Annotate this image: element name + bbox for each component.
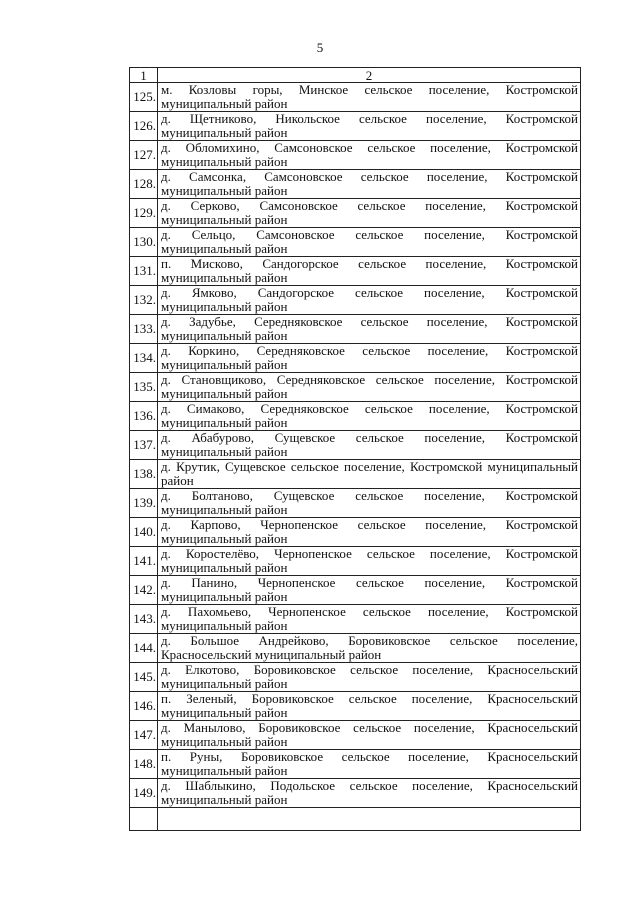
row-number: 142. xyxy=(130,576,158,605)
settlement-line-1: д. Обломихино, Самсоновское сельское поселение, Костромской xyxy=(161,141,578,155)
settlement-description xyxy=(158,576,581,605)
settlement-description xyxy=(158,547,581,576)
settlements-table xyxy=(129,67,581,831)
row-number: 147. xyxy=(130,721,158,750)
settlement-description xyxy=(158,170,581,199)
table-row xyxy=(130,228,581,257)
settlement-line-1: д. Задубье, Середняковское сельское поселение, Костромской xyxy=(161,315,578,329)
table-row xyxy=(130,779,581,808)
settlement-line-1: д. Елкотово, Боровиковское сельское поселение, Красносельский xyxy=(161,663,578,677)
settlement-description xyxy=(158,779,581,808)
table-row xyxy=(130,286,581,315)
settlement-description xyxy=(158,199,581,228)
settlement-description xyxy=(158,228,581,257)
settlement-line-2: муниципальный район xyxy=(161,561,288,575)
settlement-line-2: муниципальный район xyxy=(161,764,288,778)
settlement-line-2: муниципальный район xyxy=(161,242,288,256)
settlement-line-1: д. Панино, Чернопенское сельское поселение, Костромской xyxy=(161,576,578,590)
settlement-line-1: д. Коркино, Середняковское сельское поселение, Костромской xyxy=(161,344,578,358)
row-number: 149. xyxy=(130,779,158,808)
table-row xyxy=(130,170,581,199)
settlement-description xyxy=(158,315,581,344)
empty-cell xyxy=(130,808,158,831)
settlement-description xyxy=(158,373,581,402)
settlement-line-2: муниципальный район xyxy=(161,416,288,430)
settlement-description xyxy=(158,489,581,518)
table-body xyxy=(130,83,581,831)
settlement-line-2: район xyxy=(161,474,194,488)
empty-cell xyxy=(158,808,581,831)
settlement-line-2: муниципальный район xyxy=(161,213,288,227)
settlement-line-2: муниципальный район xyxy=(161,155,288,169)
row-number: 129. xyxy=(130,199,158,228)
settlement-line-1: д. Серково, Самсоновское сельское поселение, Костромской xyxy=(161,199,578,213)
table-row xyxy=(130,663,581,692)
table-row xyxy=(130,692,581,721)
table-row xyxy=(130,199,581,228)
settlement-line-1: п. Мисково, Сандогорское сельское поселение, Костромской xyxy=(161,257,578,271)
settlement-line-2: муниципальный район xyxy=(161,97,288,111)
row-number: 130. xyxy=(130,228,158,257)
settlement-description xyxy=(158,257,581,286)
settlement-line-2: муниципальный район xyxy=(161,184,288,198)
settlement-line-1: д. Крутик, Сущевское сельское поселение, Костромской муниципальный xyxy=(161,460,578,474)
settlement-line-1: п. Зеленый, Боровиковское сельское поселение, Красносельский xyxy=(161,692,578,706)
row-number: 139. xyxy=(130,489,158,518)
row-number: 127. xyxy=(130,141,158,170)
settlement-line-2: муниципальный район xyxy=(161,271,288,285)
table-row xyxy=(130,141,581,170)
settlement-line-1: д. Большое Андрейково, Боровиковское сельское поселение, xyxy=(161,634,578,648)
settlement-line-2: муниципальный район xyxy=(161,358,288,372)
settlement-description xyxy=(158,83,581,112)
row-number: 134. xyxy=(130,344,158,373)
table-row xyxy=(130,315,581,344)
table-row xyxy=(130,518,581,547)
row-number: 138. xyxy=(130,460,158,489)
settlement-line-2: муниципальный район xyxy=(161,387,288,401)
table-row xyxy=(130,460,581,489)
settlement-line-1: д. Шаблыкино, Подольское сельское поселение, Красносельский xyxy=(161,779,578,793)
settlement-description xyxy=(158,605,581,634)
table-row xyxy=(130,634,581,663)
settlement-description xyxy=(158,141,581,170)
settlement-line-1: д. Пахомьево, Чернопенское сельское поселение, Костромской xyxy=(161,605,578,619)
settlement-description xyxy=(158,721,581,750)
row-number: 141. xyxy=(130,547,158,576)
table-row xyxy=(130,750,581,779)
settlement-line-1: п. Руны, Боровиковское сельское поселение, Красносельский xyxy=(161,750,578,764)
table-row xyxy=(130,112,581,141)
table-row xyxy=(130,547,581,576)
settlement-line-2: муниципальный район xyxy=(161,793,288,807)
table-row xyxy=(130,489,581,518)
settlement-line-1: д. Болтаново, Сущевское сельское поселение, Костромской xyxy=(161,489,578,503)
settlement-line-2: муниципальный район xyxy=(161,532,288,546)
settlement-line-1: д. Самсонка, Самсоновское сельское поселение, Костромской xyxy=(161,170,578,184)
row-number: 145. xyxy=(130,663,158,692)
row-number: 136. xyxy=(130,402,158,431)
settlement-line-2: муниципальный район xyxy=(161,503,288,517)
settlement-description xyxy=(158,460,581,489)
settlement-description xyxy=(158,431,581,460)
settlement-line-1: д. Симаково, Середняковское сельское поселение, Костромской xyxy=(161,402,578,416)
settlement-line-2: муниципальный район xyxy=(161,735,288,749)
row-number: 128. xyxy=(130,170,158,199)
settlement-description xyxy=(158,402,581,431)
settlement-line-2: муниципальный район xyxy=(161,329,288,343)
settlement-line-2: муниципальный район xyxy=(161,619,288,633)
page-number: 5 xyxy=(316,40,324,55)
column-header-number: 1 xyxy=(130,68,158,83)
table-row xyxy=(130,605,581,634)
row-number: 125. xyxy=(130,83,158,112)
row-number: 133. xyxy=(130,315,158,344)
settlement-line-2: муниципальный район xyxy=(161,677,288,691)
row-number: 144. xyxy=(130,634,158,663)
settlement-line-1: д. Сельцо, Самсоновское сельское поселение, Костромской xyxy=(161,228,578,242)
settlement-description xyxy=(158,112,581,141)
settlement-line-2: муниципальный район xyxy=(161,706,288,720)
settlement-line-2: Красносельский муниципальный район xyxy=(161,648,382,662)
settlement-line-1: д. Абабурово, Сущевское сельское поселение, Костромской xyxy=(161,431,578,445)
table-row xyxy=(130,83,581,112)
settlement-description xyxy=(158,518,581,547)
row-number: 137. xyxy=(130,431,158,460)
table-row xyxy=(130,576,581,605)
settlement-line-1: д. Манылово, Боровиковское сельское поселение, Красносельский xyxy=(161,721,578,735)
row-number: 146. xyxy=(130,692,158,721)
settlement-line-2: муниципальный район xyxy=(161,126,288,140)
settlement-description xyxy=(158,663,581,692)
settlement-line-1: д. Коростелёво, Чернопенское сельское поселение, Костромской xyxy=(161,547,578,561)
table-row xyxy=(130,721,581,750)
table-row-empty xyxy=(130,808,581,831)
table-row xyxy=(130,344,581,373)
settlement-line-1: м. Козловы горы, Минское сельское поселение, Костромской xyxy=(161,83,578,97)
settlement-line-2: муниципальный район xyxy=(161,300,288,314)
row-number: 131. xyxy=(130,257,158,286)
settlement-description xyxy=(158,634,581,663)
settlement-description xyxy=(158,344,581,373)
row-number: 143. xyxy=(130,605,158,634)
table-row xyxy=(130,402,581,431)
row-number: 135. xyxy=(130,373,158,402)
table-row xyxy=(130,373,581,402)
settlement-line-1: д. Ямково, Сандогорское сельское поселение, Костромской xyxy=(161,286,578,300)
settlement-line-1: д. Щетниково, Никольское сельское поселение, Костромской xyxy=(161,112,578,126)
row-number: 140. xyxy=(130,518,158,547)
settlement-line-1: д. Карпово, Чернопенское сельское поселение, Костромской xyxy=(161,518,578,532)
row-number: 132. xyxy=(130,286,158,315)
row-number: 126. xyxy=(130,112,158,141)
table-row xyxy=(130,257,581,286)
table-row xyxy=(130,431,581,460)
settlement-line-1: д. Становщиково, Середняковское сельское поселение, Костромской xyxy=(161,373,578,387)
table-header-row xyxy=(130,68,581,83)
row-number: 148. xyxy=(130,750,158,779)
settlement-line-2: муниципальный район xyxy=(161,590,288,604)
settlement-line-2: муниципальный район xyxy=(161,445,288,459)
settlement-description xyxy=(158,750,581,779)
settlement-description xyxy=(158,692,581,721)
column-header-settlement: 2 xyxy=(158,68,581,83)
settlement-description xyxy=(158,286,581,315)
